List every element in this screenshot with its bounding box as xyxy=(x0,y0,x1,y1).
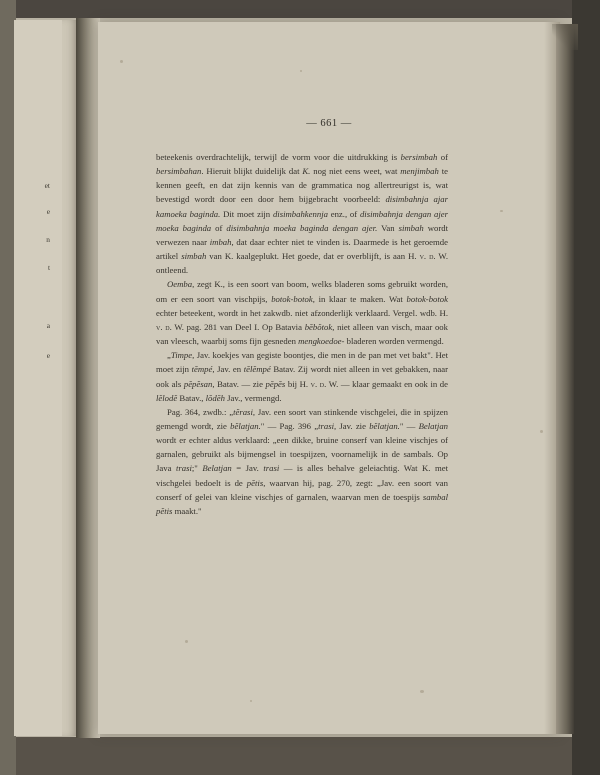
paragraph: beteekenis overdrachtelijk, terwijl de vorm voor die uitdrukking is bersimbah of bersimbahan. Hieruit blijkt duidelijk dat K. nog niet eens weet, wat menjimbah te kennen geeft, en dat zijn kennis van de grammatica nog allertreurigst is, wat bevestigd wordt door een door hem bijgebracht voorbeeld: disimbahnja ajar kamoeka baginda. Dit moet zijn disimbahkennja enz., of disimbahnja dengan ajer moeka baginda of disimbahnja moeka baginda dengan ajer. Van simbah wordt verwezen naar imbah, dat daar echter niet te vinden is. Daarmede is het geroemde artikel simbah van K. kaalgeplukt. Het goede, dat er overblijft, is aan H. v. d. W. ontleend. xyxy=(156,152,449,276)
paper-speckle xyxy=(300,70,302,72)
paper-speckle xyxy=(250,700,252,702)
paper-speckle xyxy=(500,210,503,212)
paper-speckle xyxy=(420,690,424,693)
left-page-fragment-line: n xyxy=(46,235,50,244)
paragraph: Oemba, zegt K., is een soort van boom, welks bladeren soms gebruikt worden, om er een soort van vischpijs, botok-botok, in klaar te maken. Wat botok-botok echter beteekent, wordt in het zakwdb. niet afzonderlijk verklaard. Vergel. wdb. H. v. d. W. pag. 281 van Deel I. Op Batavia bĕbŏtok, niet alleen van visch, maar ook van vleesch, waarbij soms fijn gesneden mengkoedoe- bladeren worden vermengd. xyxy=(156,279,448,347)
paper-speckle xyxy=(540,430,543,433)
scan-background-bottom xyxy=(0,737,600,775)
scan-background-right xyxy=(572,0,600,775)
paragraph: Pag. 364, zwdb.: „tĕrasi, Jav. een soort van stinkende vischgelei, die in spijzen gemengd wordt, zie bĕlatjan." — Pag. 396 „trasi, Jav. zie bĕlatjan." — Belatjan wordt er echter aldus verklaard: „een dikke, bruine conserf van kleine vischjes of garnalen, gebruikt als bijmengsel in toespijzen, voornamelijk in de sambals. Op Java trasi;" Belatjan = Jav. trasi — is alles behalve geleiachtig. Wat K. met vischgelei bedoelt is de pĕtis, waarvan hij, pag. 270, zegt: „Jav. een soort van conserf of gelei van kleine vischjes of garnalen, waarvan men de toespijs sambal pĕtis maakt." xyxy=(156,406,449,516)
book-gutter-shadow xyxy=(76,18,100,738)
left-page-fragment-line: t xyxy=(47,263,50,272)
paper-speckle xyxy=(120,60,123,63)
scan-background-top xyxy=(0,0,600,18)
page-corner-wear xyxy=(552,24,578,50)
page-number: — 661 — xyxy=(306,118,352,129)
left-page-fragment-line: e xyxy=(46,351,50,360)
left-page-fragment-line: e xyxy=(46,207,50,216)
adjacent-left-page-surface xyxy=(14,20,62,736)
paragraph: „Timpe, Jav. koekjes van gegiste boontjes, die men in de pan met vet bakt". Het moet zijn tĕmpé, Jav. en tĕlĕmpé Batav. Zij wordt niet alleen in vet gebakken, naar ook als pĕpĕsan, Batav. — zie pĕpĕs bij H. v. d. W. — klaar gemaakt en ook in de lĕlodĕ Batav., lŏdĕh Jav., vermengd. xyxy=(156,350,448,403)
page-body-text xyxy=(156,150,448,518)
left-page-fragment-line: a xyxy=(46,321,50,330)
paper-speckle xyxy=(185,640,188,643)
page-edge-right xyxy=(556,24,574,734)
left-page-fragment-line: et xyxy=(44,181,50,190)
